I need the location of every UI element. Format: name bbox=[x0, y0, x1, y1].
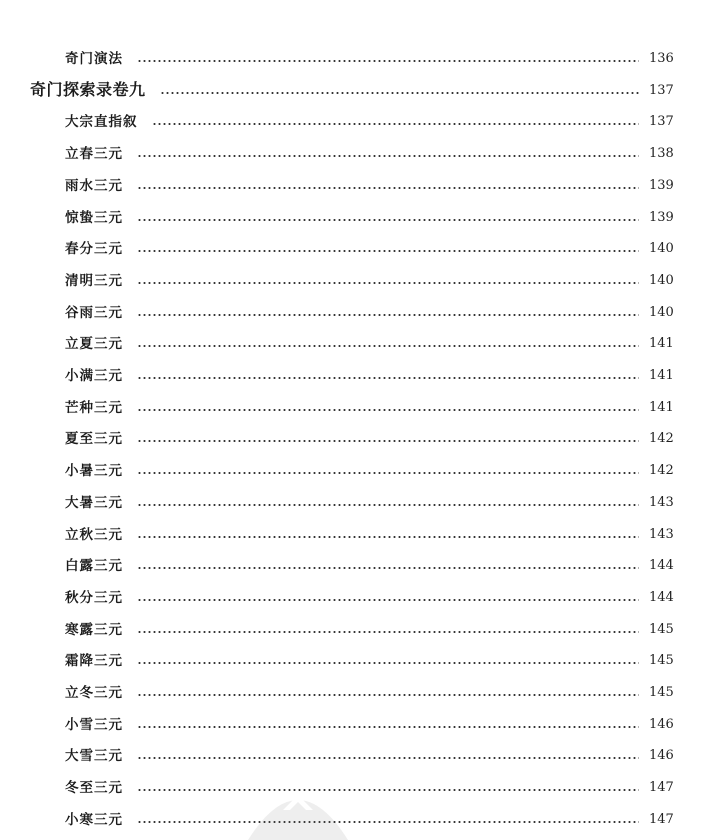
dot-leader bbox=[137, 217, 639, 223]
dot-leader bbox=[137, 597, 639, 603]
toc-entry-page-number: 145 bbox=[649, 621, 674, 637]
toc-entry-title: 立春三元 bbox=[65, 146, 123, 163]
dot-leader bbox=[137, 660, 639, 666]
toc-entry[interactable] bbox=[0, 710, 709, 734]
toc-entry-page-number: 147 bbox=[649, 811, 674, 827]
toc-entry-title: 奇门演法 bbox=[65, 51, 123, 67]
toc-entry[interactable] bbox=[0, 107, 709, 131]
toc-entry-page-number: 140 bbox=[649, 241, 674, 257]
dot-leader bbox=[137, 375, 639, 381]
toc-entry[interactable] bbox=[0, 44, 709, 68]
dot-leader bbox=[137, 819, 639, 825]
toc-entry[interactable] bbox=[0, 583, 709, 607]
dot-leader bbox=[152, 121, 640, 127]
toc-entry-page-number: 136 bbox=[649, 51, 674, 66]
toc-entry[interactable] bbox=[0, 456, 709, 480]
toc-entry[interactable] bbox=[0, 741, 709, 765]
toc-entry-page-number: 146 bbox=[649, 748, 674, 764]
toc-entry-title: 小满三元 bbox=[65, 368, 123, 384]
toc-entry[interactable] bbox=[0, 520, 709, 544]
dot-leader bbox=[137, 248, 639, 254]
dot-leader bbox=[137, 58, 639, 64]
toc-entry-page-number: 137 bbox=[649, 114, 674, 130]
toc-entry-page-number: 144 bbox=[649, 589, 674, 605]
toc-entry-title: 小暑三元 bbox=[65, 463, 123, 480]
toc-entry-page-number: 141 bbox=[649, 399, 674, 415]
toc-entry-title: 雨水三元 bbox=[65, 177, 123, 194]
toc-entry-page-number: 138 bbox=[649, 146, 674, 162]
toc-entry-page-number: 139 bbox=[649, 177, 674, 193]
toc-entry[interactable] bbox=[0, 171, 709, 195]
toc-entry[interactable] bbox=[0, 646, 709, 670]
faint-logo-icon bbox=[238, 770, 358, 840]
dot-leader bbox=[137, 470, 639, 476]
dot-leader bbox=[137, 502, 639, 508]
toc-entry-page-number: 143 bbox=[649, 494, 674, 510]
dot-leader bbox=[137, 787, 639, 793]
toc-entry-title: 芒种三元 bbox=[65, 399, 123, 416]
dot-leader bbox=[137, 153, 639, 159]
toc-entry[interactable] bbox=[0, 393, 709, 417]
toc-entry-title: 立秋三元 bbox=[65, 526, 123, 543]
toc-entry-page-number: 142 bbox=[649, 463, 674, 479]
dot-leader bbox=[137, 565, 639, 571]
toc-entry-title: 立夏三元 bbox=[65, 336, 123, 353]
toc-entry-title: 霜降三元 bbox=[65, 653, 123, 670]
toc-entry-title: 惊蛰三元 bbox=[65, 209, 123, 226]
toc-entry-title: 小雪三元 bbox=[65, 716, 123, 733]
dot-leader bbox=[137, 280, 639, 286]
toc-entry[interactable] bbox=[0, 361, 709, 385]
toc-entry-title: 奇门探索录卷九 bbox=[30, 79, 146, 99]
dot-leader bbox=[160, 90, 639, 96]
toc-entry-page-number: 142 bbox=[649, 431, 674, 447]
toc-entry-title: 清明三元 bbox=[65, 272, 123, 289]
toc-entry[interactable] bbox=[0, 678, 709, 702]
toc-entry-page-number: 145 bbox=[649, 685, 674, 700]
toc-entry[interactable] bbox=[0, 615, 709, 639]
dot-leader bbox=[137, 692, 639, 698]
toc-entry-title: 大雪三元 bbox=[65, 748, 123, 765]
toc-entry[interactable] bbox=[0, 298, 709, 322]
toc-entry-page-number: 139 bbox=[649, 209, 674, 225]
toc-entry-page-number: 146 bbox=[649, 716, 674, 732]
toc-entry-page-number: 147 bbox=[649, 780, 674, 796]
toc-entry[interactable] bbox=[0, 424, 709, 448]
toc-entry-title: 小寒三元 bbox=[65, 811, 123, 828]
dot-leader bbox=[137, 534, 639, 540]
toc-entry-title: 冬至三元 bbox=[65, 780, 123, 797]
toc-entry-title: 谷雨三元 bbox=[65, 304, 123, 321]
toc-entry[interactable] bbox=[0, 234, 709, 258]
toc-entry-page-number: 140 bbox=[649, 272, 674, 288]
dot-leader bbox=[137, 724, 639, 730]
toc-entry-page-number: 145 bbox=[649, 653, 674, 669]
toc-entry[interactable] bbox=[0, 329, 709, 353]
toc-entry-page-number: 141 bbox=[649, 336, 674, 352]
dot-leader bbox=[137, 407, 639, 413]
toc-entry-title: 寒露三元 bbox=[65, 621, 123, 638]
toc-entry-title: 大宗直指叙 bbox=[65, 114, 138, 131]
toc-section-heading[interactable] bbox=[0, 76, 709, 100]
toc-entry[interactable] bbox=[0, 266, 709, 290]
toc-entry-title: 春分三元 bbox=[65, 241, 123, 258]
toc-entry-page-number: 141 bbox=[649, 368, 674, 383]
toc-entry-page-number: 143 bbox=[649, 526, 674, 542]
toc-entry-title: 白露三元 bbox=[65, 558, 123, 575]
toc-entry[interactable] bbox=[0, 139, 709, 163]
toc-entry-page-number: 144 bbox=[649, 558, 674, 574]
toc-entry[interactable] bbox=[0, 203, 709, 227]
toc-entry-page-number: 140 bbox=[649, 304, 674, 320]
toc-entry-title: 立冬三元 bbox=[65, 685, 123, 701]
toc-entry-title: 夏至三元 bbox=[65, 431, 123, 448]
toc-entry-title: 秋分三元 bbox=[65, 589, 123, 606]
toc-entry-page-number: 137 bbox=[649, 82, 674, 98]
dot-leader bbox=[137, 343, 639, 349]
dot-leader bbox=[137, 755, 639, 761]
toc-entry[interactable] bbox=[0, 488, 709, 512]
dot-leader bbox=[137, 629, 639, 635]
dot-leader bbox=[137, 312, 639, 318]
toc-entry-title: 大暑三元 bbox=[65, 494, 123, 511]
toc-entry[interactable] bbox=[0, 551, 709, 575]
dot-leader bbox=[137, 438, 639, 444]
dot-leader bbox=[137, 185, 639, 191]
